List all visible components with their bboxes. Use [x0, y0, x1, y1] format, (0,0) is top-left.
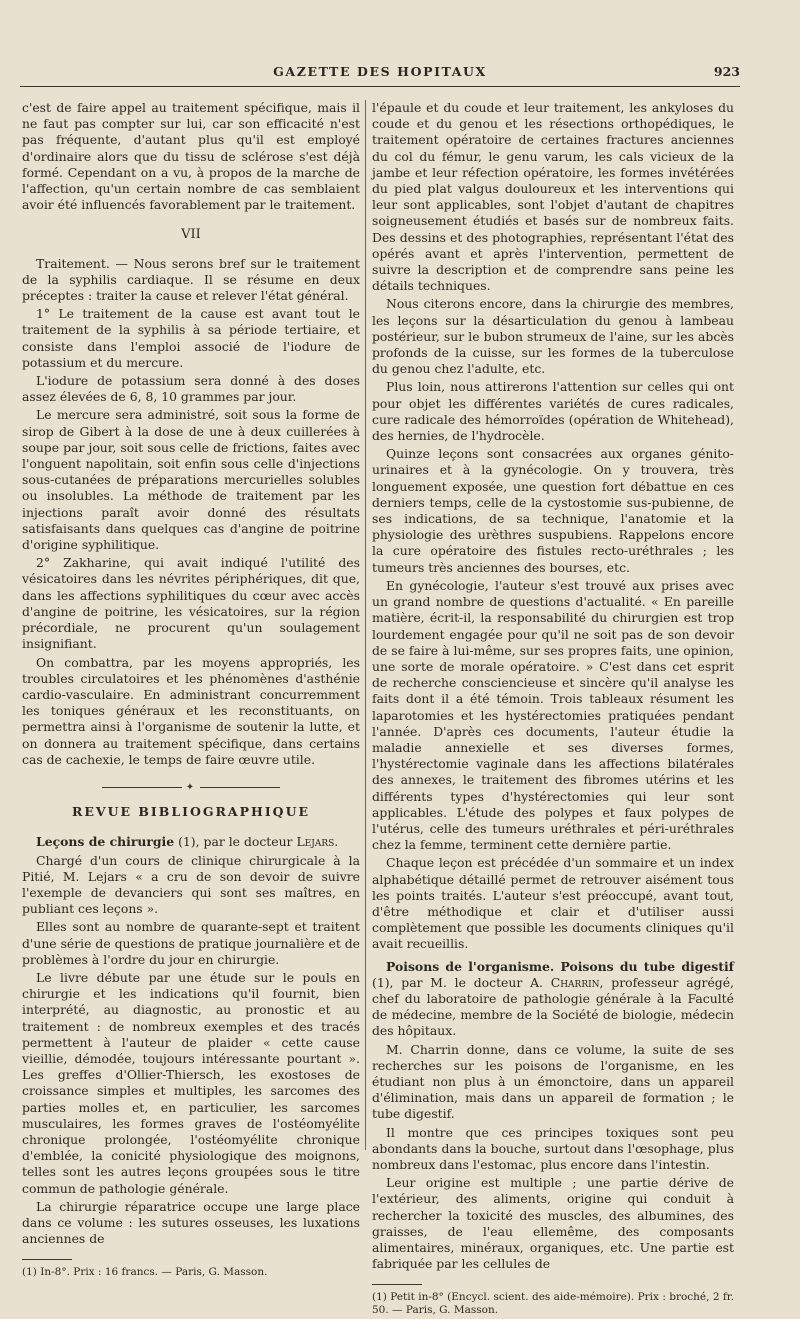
section-heading: REVUE BIBLIOGRAPHIQUE — [71, 804, 311, 820]
book-entry-title: Leçons de chirurgie (1), par le docteur Lejars. — [36, 834, 339, 850]
paragraph: La chirurgie réparatrice occupe une large place dans ce volume : les sutures osseuses, les luxations anciennes de — [22, 1198, 360, 1247]
paragraph: Nous citerons encore, dans la chirurgie des membres, les leçons sur la désarticulation du genou à lambeau postérieur, sur le bubon strumeux de l'aine, sur les abcès profonds de la cuisse, sur les formes de la tuberculose du genou chez l'adulte, etc. — [372, 296, 734, 377]
paragraph: Elles sont au nombre de quarante-sept et traitent d'une série de questions de pratique journalière et de problèmes à l'ordre du jour en chirurgie. — [22, 919, 361, 967]
footnote: (1) In-8°. Prix : 16 francs. — Paris, G. Masson. — [22, 1266, 268, 1279]
paragraph: Le mercure sera administré, soit sous la forme de sirop de Gibert à la dose de une à deux cuillerées à soupe par jour, soit sous celle de frictions, faites avec l'onguent napolitain, soit enfin sous celle d'injections sous-cutanées de préparations mercurielles solubles ou insolubles. La méthode de traitement par les injections paraît avoir donné des résultats satisfaisants dans quelques cas d'angine de poitrine d'origine syphilitique. — [22, 407, 360, 553]
paragraph: Chaque leçon est précédée d'un sommaire et un index alphabétique détaillé permet de retrouver aisément tous les points traités. L'auteur s'est préoccupé, avant tout, d'être méthodique et clair et d'utiliser aussi complètement que possible les documents cliniques qu'il avait recueillis. — [372, 855, 734, 952]
paragraph: On combattra, par les moyens appropriés, les troubles circulatoires et les phénomènes d'asthénie cardio-vasculaire. En administrant concurremment les toniques généraux et les reconstituants, on permettra ainsi à l'organisme de soutenir la lutte, et on donnera au traitement spécifique, dans certains cas de cachexie, le temps de faire œuvre utile. — [22, 654, 360, 767]
paragraph: M. Charrin donne, dans ce volume, la suite de ses recherches sur les poisons de l'organisme, en les étudiant non plus à un émonctoire, dans un appareil d'élimination, mais dans un appareil de formation ; le tube digestif. — [372, 1041, 734, 1122]
footnote: (1) Petit in-8° (Encycl. scient. des aide-mémoire). Prix : broché, 2 fr. 50. — Paris, G. Masson. — [372, 1291, 734, 1317]
book-entry-title: Poisons de l'organisme. Poisons du tube digestif (1), par M. le docteur A. Charrin, professeur agrégé, chef du laboratoire de pathologie générale à la Faculté de médecine, membre de la Société de biologie, médecin des hôpitaux. — [372, 958, 734, 1039]
footnote-rule — [372, 1284, 422, 1285]
footnote-rule — [22, 1259, 72, 1260]
paragraph: Leur origine est multiple ; une partie dérive de l'extérieur, des aliments, origine qui conduit à rechercher la toxicité des muscles, des albumines, des graisses, de l'eau ellemême, des composants alimentaires, minéraux, organiques, etc. Une partie est fabriquée par les cellules de — [372, 1175, 734, 1272]
page-number: 923 — [713, 64, 740, 79]
paragraph: En gynécologie, l'auteur s'est trouvé aux prises avec un grand nombre de questions d'actualité. « En pareille matière, écrit-il, la responsabilité du chirurgien est trop lourdement engagée pour qu'il ne soit pas de son devoir de se faire à lui-même, sur ses propres faits, une opinion, une sorte de morale opératoire. » C'est dans cet esprit de recherche consciencieuse et sincère qu'il analyse les faits dont il a été témoin. Trois tableaux résument les laparotomies et les hystérectomies pratiquées pendant l'année. D'après ces documents, l'auteur étudie la maladie annexielle et ses diverses formes, l'hystérectomie vaginale dans les affections bilatérales des annexes, le traitement des fibromes utérins et les différents types d'hystérectomies qui leur sont applicables. L'étude des polypes et faux polypes de l'utérus, celle des tumeurs uréthrales et péri-uréthrales chez la femme, terminent cette dernière partie. — [372, 577, 734, 853]
column-divider — [365, 100, 366, 1150]
section-number: VII — [181, 227, 201, 243]
section-ornament: ✦ — [22, 780, 360, 796]
paragraph: Il montre que ces principes toxiques sont peu abondants dans la bouche, surtout dans l'œsophage, plus nombreux dans l'estomac, plus encore dans l'intestin. — [372, 1124, 734, 1172]
paragraph: l'épaule et du coude et leur traitement, les ankyloses du coude et du genou et les résections orthopédiques, le traitement opératoire de certaines fractures anciennes du col du fémur, le genu varum, les cals vicieux de la jambe et leur réfection opératoire, les formes invétérées du pied plat valgus douloureux et les interventions qui leur sont applicables, sont l'objet d'autant de chapitres soigneusement étudiés et basés sur de nombreux faits. Des dessins et des photographies, représentant l'état des opérés avant et après l'intervention, permettent de suivre la description et de comprendre sans peine les détails techniques. — [372, 100, 734, 294]
author-name: A. Charrin — [530, 974, 600, 990]
paragraph: Chargé d'un cours de clinique chirurgicale à la Pitié, M. Lejars « a cru de son devoir de suivre l'exemple de devanciers qui sont ses maîtres, en publiant ces leçons ». — [22, 852, 360, 917]
paragraph: 2° Zakharine, qui avait indiqué l'utilité des vésicatoires dans les névrites périphériques, dit que, dans les affections syphilitiques du cœur avec accès d'angine de poitrine, les vésicatoires, sur la région précordiale, ne procurent qu'un soulagement insignifiant. — [22, 555, 360, 652]
author-name: Lejars — [296, 834, 335, 850]
paragraph: c'est de faire appel au traitement spécifique, mais il ne faut pas compter sur lui, car son efficacité n'est pas fréquente, d'autant plus qu'il est employé d'ordinaire alors que du tissu de sclérose s'est déjà formé. Cependant on a vu, à propos de la marche de l'affection, qu'un certain nombre de cas semblaient avoir été influencés favorablement par le traitement. — [22, 100, 360, 213]
paragraph: Plus loin, nous attirerons l'attention sur celles qui ont pour objet les différentes variétés de cures radicales, cure radicale des hémorroïdes (opération de Whitehead), des hernies, de l'hydrocèle. — [372, 379, 734, 444]
journal-title: GAZETTE DES HOPITAUX — [273, 64, 487, 79]
footnote-area — [372, 1284, 734, 1317]
left-column — [22, 100, 360, 1281]
paragraph: Le livre débute par une étude sur le pouls en chirurgie et les indications qu'il fournit, bien interprété, au diagnostic, au pronostic et au traitement : de nombreux exemples et des tracés permettent à l'auteur de plaider « cette cause vieillie, démodée, toujours intéressante pourtant ». Les greffes d'Ollier-Thiersch, les exostoses de croissance simples et multiples, les sarcomes des parties molles et, en particulier, les sarcomes musculaires, les formes graves de l'ostéomyélite chronique prolongée, l'ostéomyélite chronique d'emblée, la conicité physiologique des moignons, telles sont les autres leçons groupées sous le titre commun de pathologie générale. — [22, 969, 360, 1196]
page-header — [20, 60, 740, 87]
paragraph: 1° Le traitement de la cause est avant tout le traitement de la syphilis à sa période tertiaire, et consiste dans l'emploi associé de l'iodure de potassium et du mercure. — [22, 306, 360, 370]
paragraph: L'iodure de potassium sera donné à des doses assez élevées de 6, 8, 10 grammes par jour. — [22, 373, 360, 405]
run-in-heading: Traitement. — [36, 255, 110, 271]
right-column — [372, 100, 734, 1319]
paragraph: Traitement. — Nous serons bref sur le traitement de la syphilis cardiaque. Il se résume en deux préceptes : traiter la cause et relever l'état général. — [22, 255, 360, 304]
paragraph: Quinze leçons sont consacrées aux organes génito-urinaires et à la gynécologie. On y trouvera, très longuement exposée, une question fort débattue en ces derniers temps, celle de la cystostomie sus-pubienne, de ses indications, de sa technique, l'anatomie et la physiologie des urèthres suspubiens. Rappelons encore la cure opératoire des fistules recto-uréthrales ; les tumeurs très anciennes des bourses, etc. — [372, 446, 734, 575]
